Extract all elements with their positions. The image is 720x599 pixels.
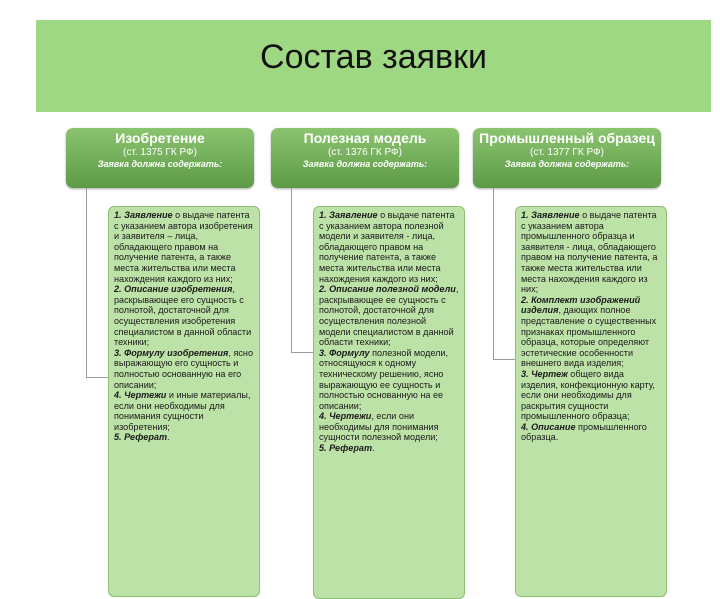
requirements-box	[313, 206, 465, 599]
connector-line	[291, 188, 292, 353]
slide-title: Состав заявки	[260, 38, 487, 76]
column-must-contain: Заявка должна содержать:	[504, 159, 630, 169]
connector-line	[493, 359, 515, 360]
list-item: 2. Описание полезной модели, раскрывающее ее сущность с полнотой, достаточной для осуществления полезной модели специалистом в данной области техники;	[319, 284, 459, 348]
list-item: 5. Реферат.	[319, 443, 375, 454]
list-item: 3. Формулу полезной модели, относящуюся к одному техническому решению, ясно выражающую ее сущность и полностью основанную на ее описании;	[319, 347, 449, 411]
column-must-contain: Заявка должна содержать:	[97, 159, 223, 169]
connector-line	[291, 352, 313, 353]
column-name: Полезная модель	[303, 130, 427, 146]
connector-line	[86, 188, 87, 378]
list-item: 4. Чертежи, если они необходимы для понимания сущности полезной модели;	[319, 411, 439, 443]
column-header	[473, 128, 661, 188]
column-article: (ст. 1376 ГК РФ)	[328, 147, 402, 158]
list-item: 2. Описание изобретения, раскрывающее его сущность с полнотой, достаточной для осуществления изобретения специалистом в данной области техники;	[114, 284, 252, 348]
column-name: Изобретение	[115, 130, 205, 146]
column-must-contain: Заявка должна содержать:	[302, 159, 428, 169]
column-invention	[66, 128, 254, 443]
column-article: (ст. 1375 ГК РФ)	[123, 147, 197, 158]
requirements-box	[108, 206, 260, 597]
list-item: 1. Заявление о выдаче патента с указанием автора промышленного образца и заявителя - лица, обладающего правом на получение патента, а также места жительства или места нахождения каждого из них;	[521, 210, 658, 295]
connector-line	[493, 188, 494, 360]
list-item: 3. Чертеж общего вида изделия, конфекционную карту, если они необходимы для раскрытия сущности промышленного образца;	[521, 368, 655, 422]
column-industrial-design	[473, 128, 661, 443]
column-name: Промышленный образец	[479, 130, 655, 146]
column-header	[66, 128, 254, 188]
list-item: 1. Заявление о выдаче патента с указанием автора полезной модели и заявителя - лица, обладающего правом на получение патента, а также места жительства или места нахождения каждого из них;	[319, 210, 455, 284]
list-item: 2. Комплект изображений изделия, дающих полное представление о существенных признаках промышленного образца, которые определяют эстетические особенности внешнего вида изделия;	[521, 294, 657, 369]
list-item: 4. Описание промышленного образца.	[521, 421, 647, 443]
title-band	[36, 20, 711, 112]
list-item: 4. Чертежи и иные материалы, если они необходимы для понимания сущности изобретения;	[114, 390, 251, 432]
requirements-box	[515, 206, 667, 597]
connector-line	[86, 377, 108, 378]
column-article: (ст. 1377 ГК РФ)	[530, 147, 604, 158]
column-utility-model	[271, 128, 459, 454]
list-item: 3. Формулу изобретения, ясно выражающую его сущность и полностью основанную на его описании;	[114, 347, 254, 390]
column-header	[271, 128, 459, 188]
list-item: 1. Заявление о выдаче патента с указанием автора изобретения и заявителя – лица, обладающего правом на получение патента, а также места жительства или места нахождения каждого из них;	[114, 210, 253, 284]
list-item: 5. Реферат.	[114, 432, 170, 443]
